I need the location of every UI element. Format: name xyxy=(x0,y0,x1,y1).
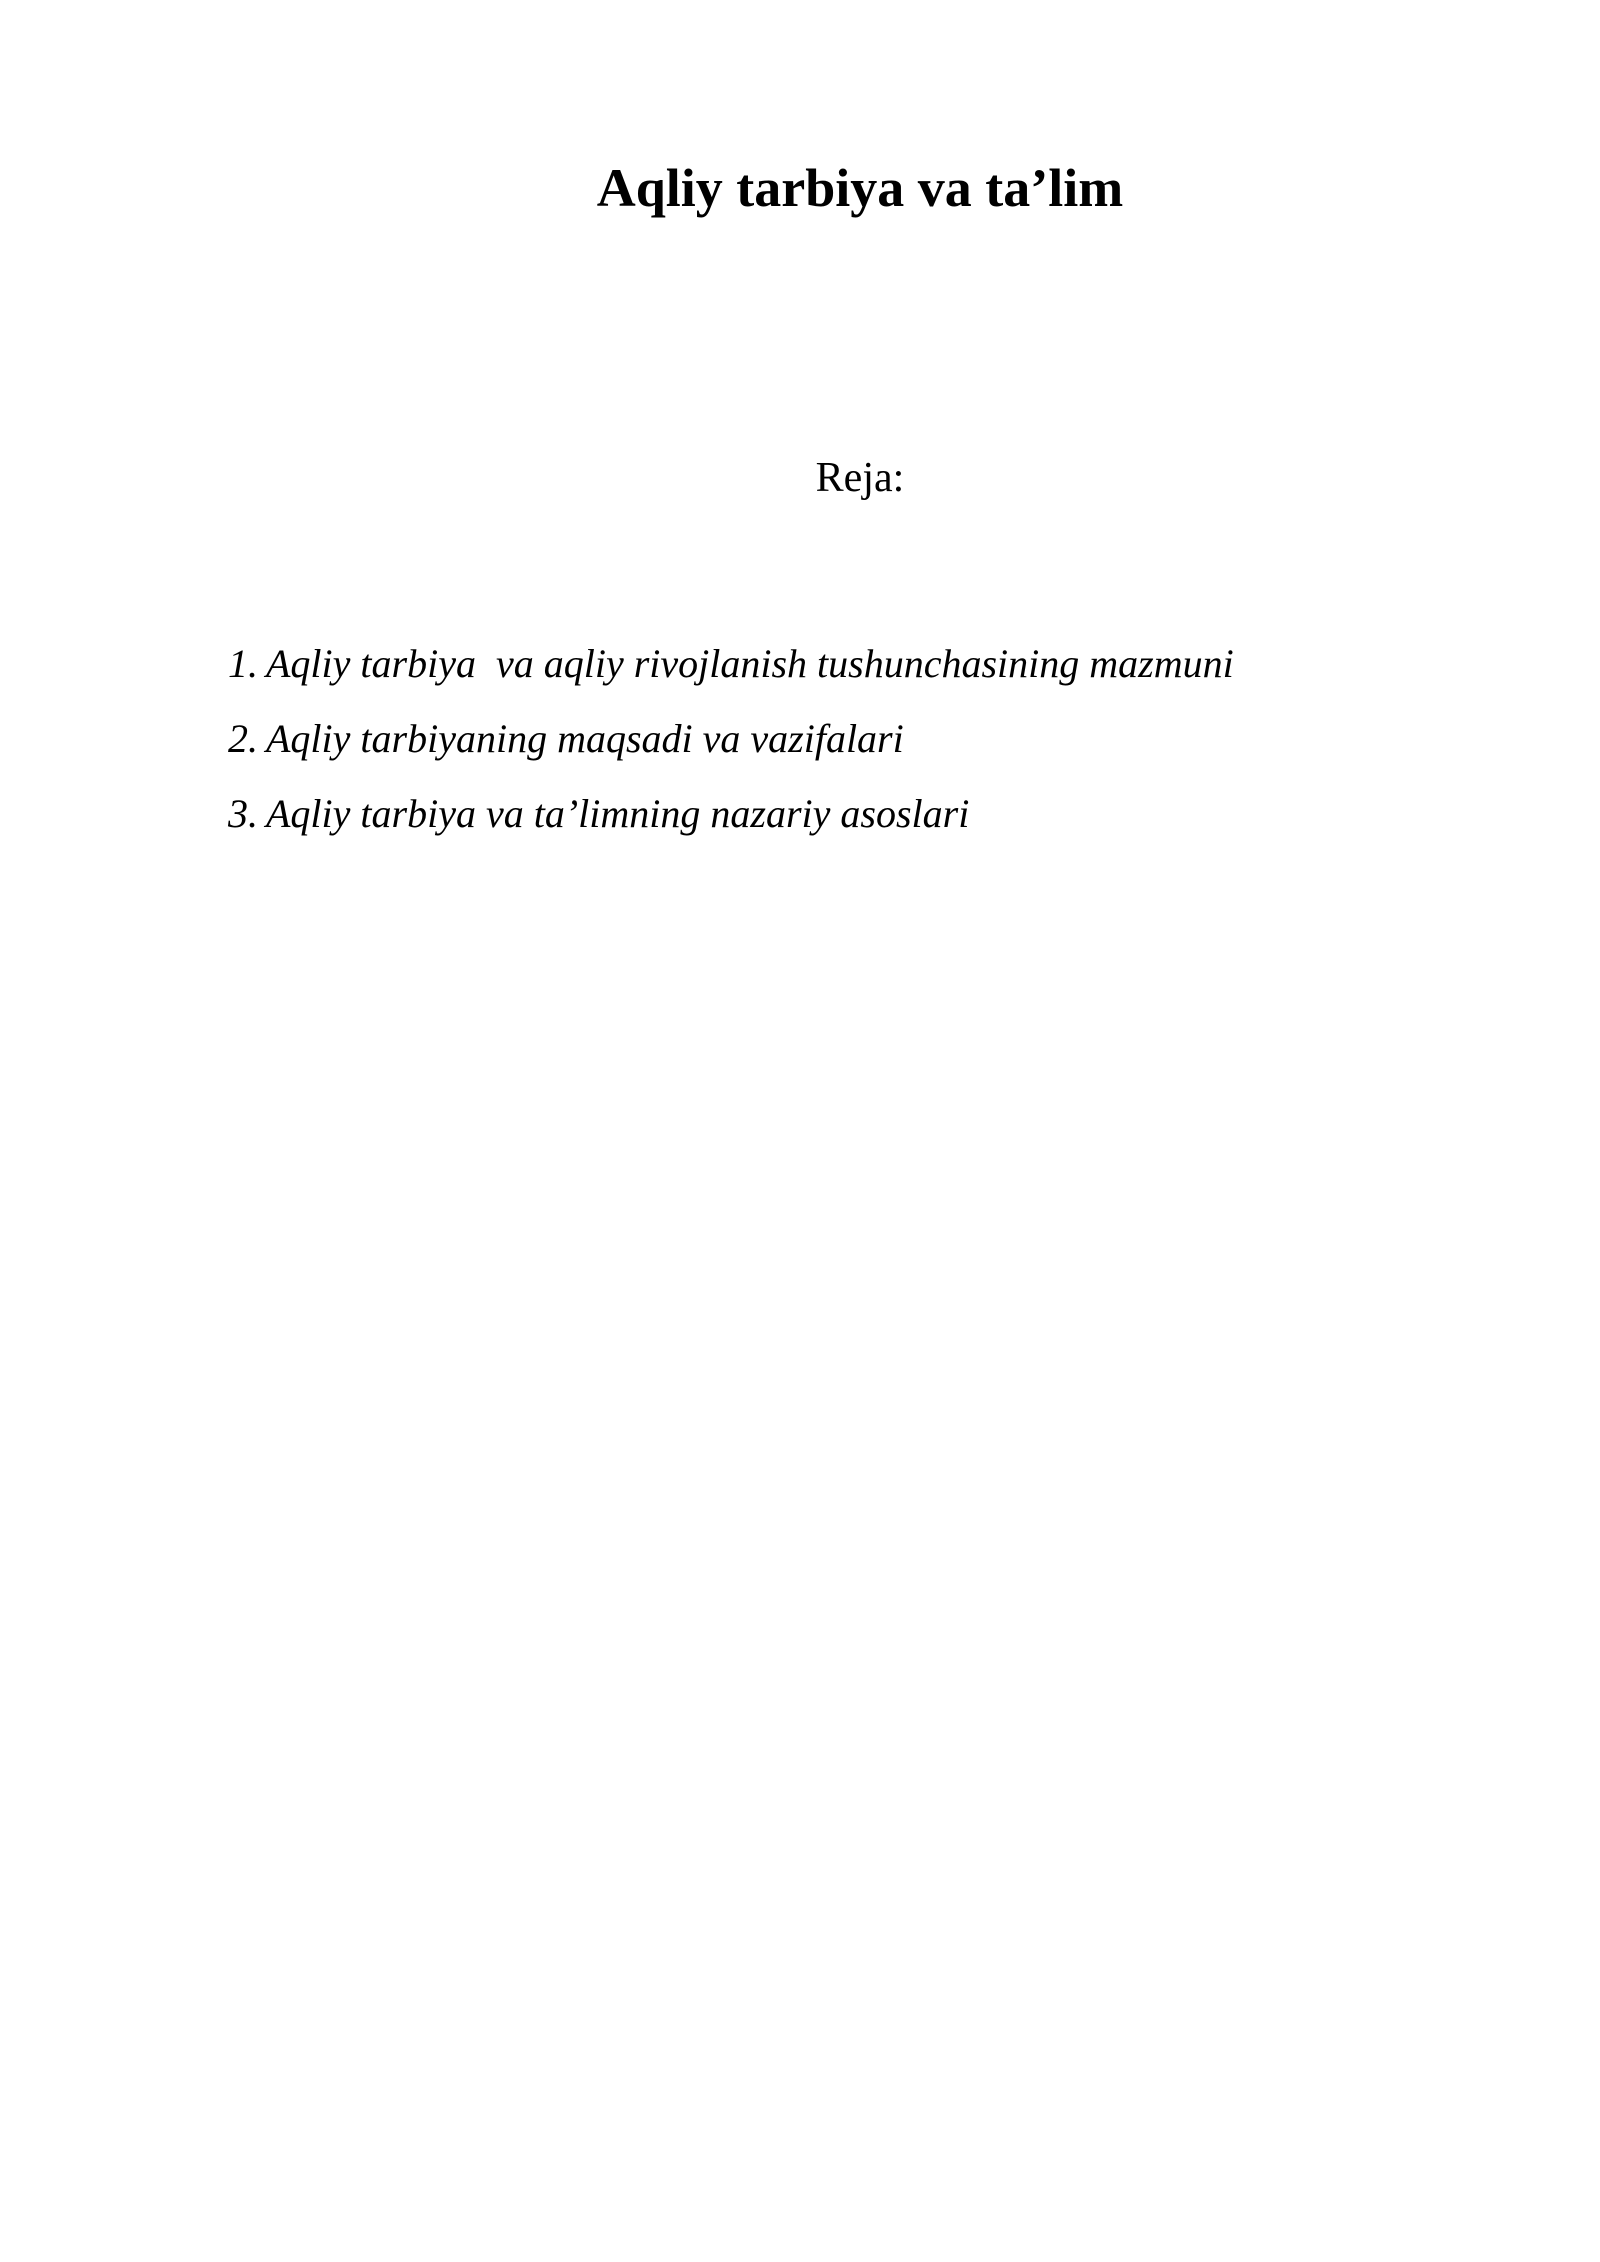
document-title: Aqliy tarbiya va ta’lim xyxy=(596,158,1124,218)
plan-item-3 xyxy=(228,786,1234,861)
plan-item-2 xyxy=(228,711,1234,786)
plan-item-text: Aqliy tarbiya va ta’limning nazariy asoslari xyxy=(266,791,970,836)
plan-item-1 xyxy=(228,636,1234,711)
plan-item-number: 3. xyxy=(228,791,258,836)
plan-item-text: Aqliy tarbiyaning maqsadi va vazifalari xyxy=(266,716,904,761)
plan-item-number: 2. xyxy=(228,716,258,761)
plan-list xyxy=(228,636,1234,861)
plan-item-text: Aqliy tarbiya va aqliy rivojlanish tushunchasining mazmuni xyxy=(266,641,1234,686)
plan-item-number: 1. xyxy=(228,641,258,686)
plan-heading: Reja: xyxy=(815,455,905,501)
